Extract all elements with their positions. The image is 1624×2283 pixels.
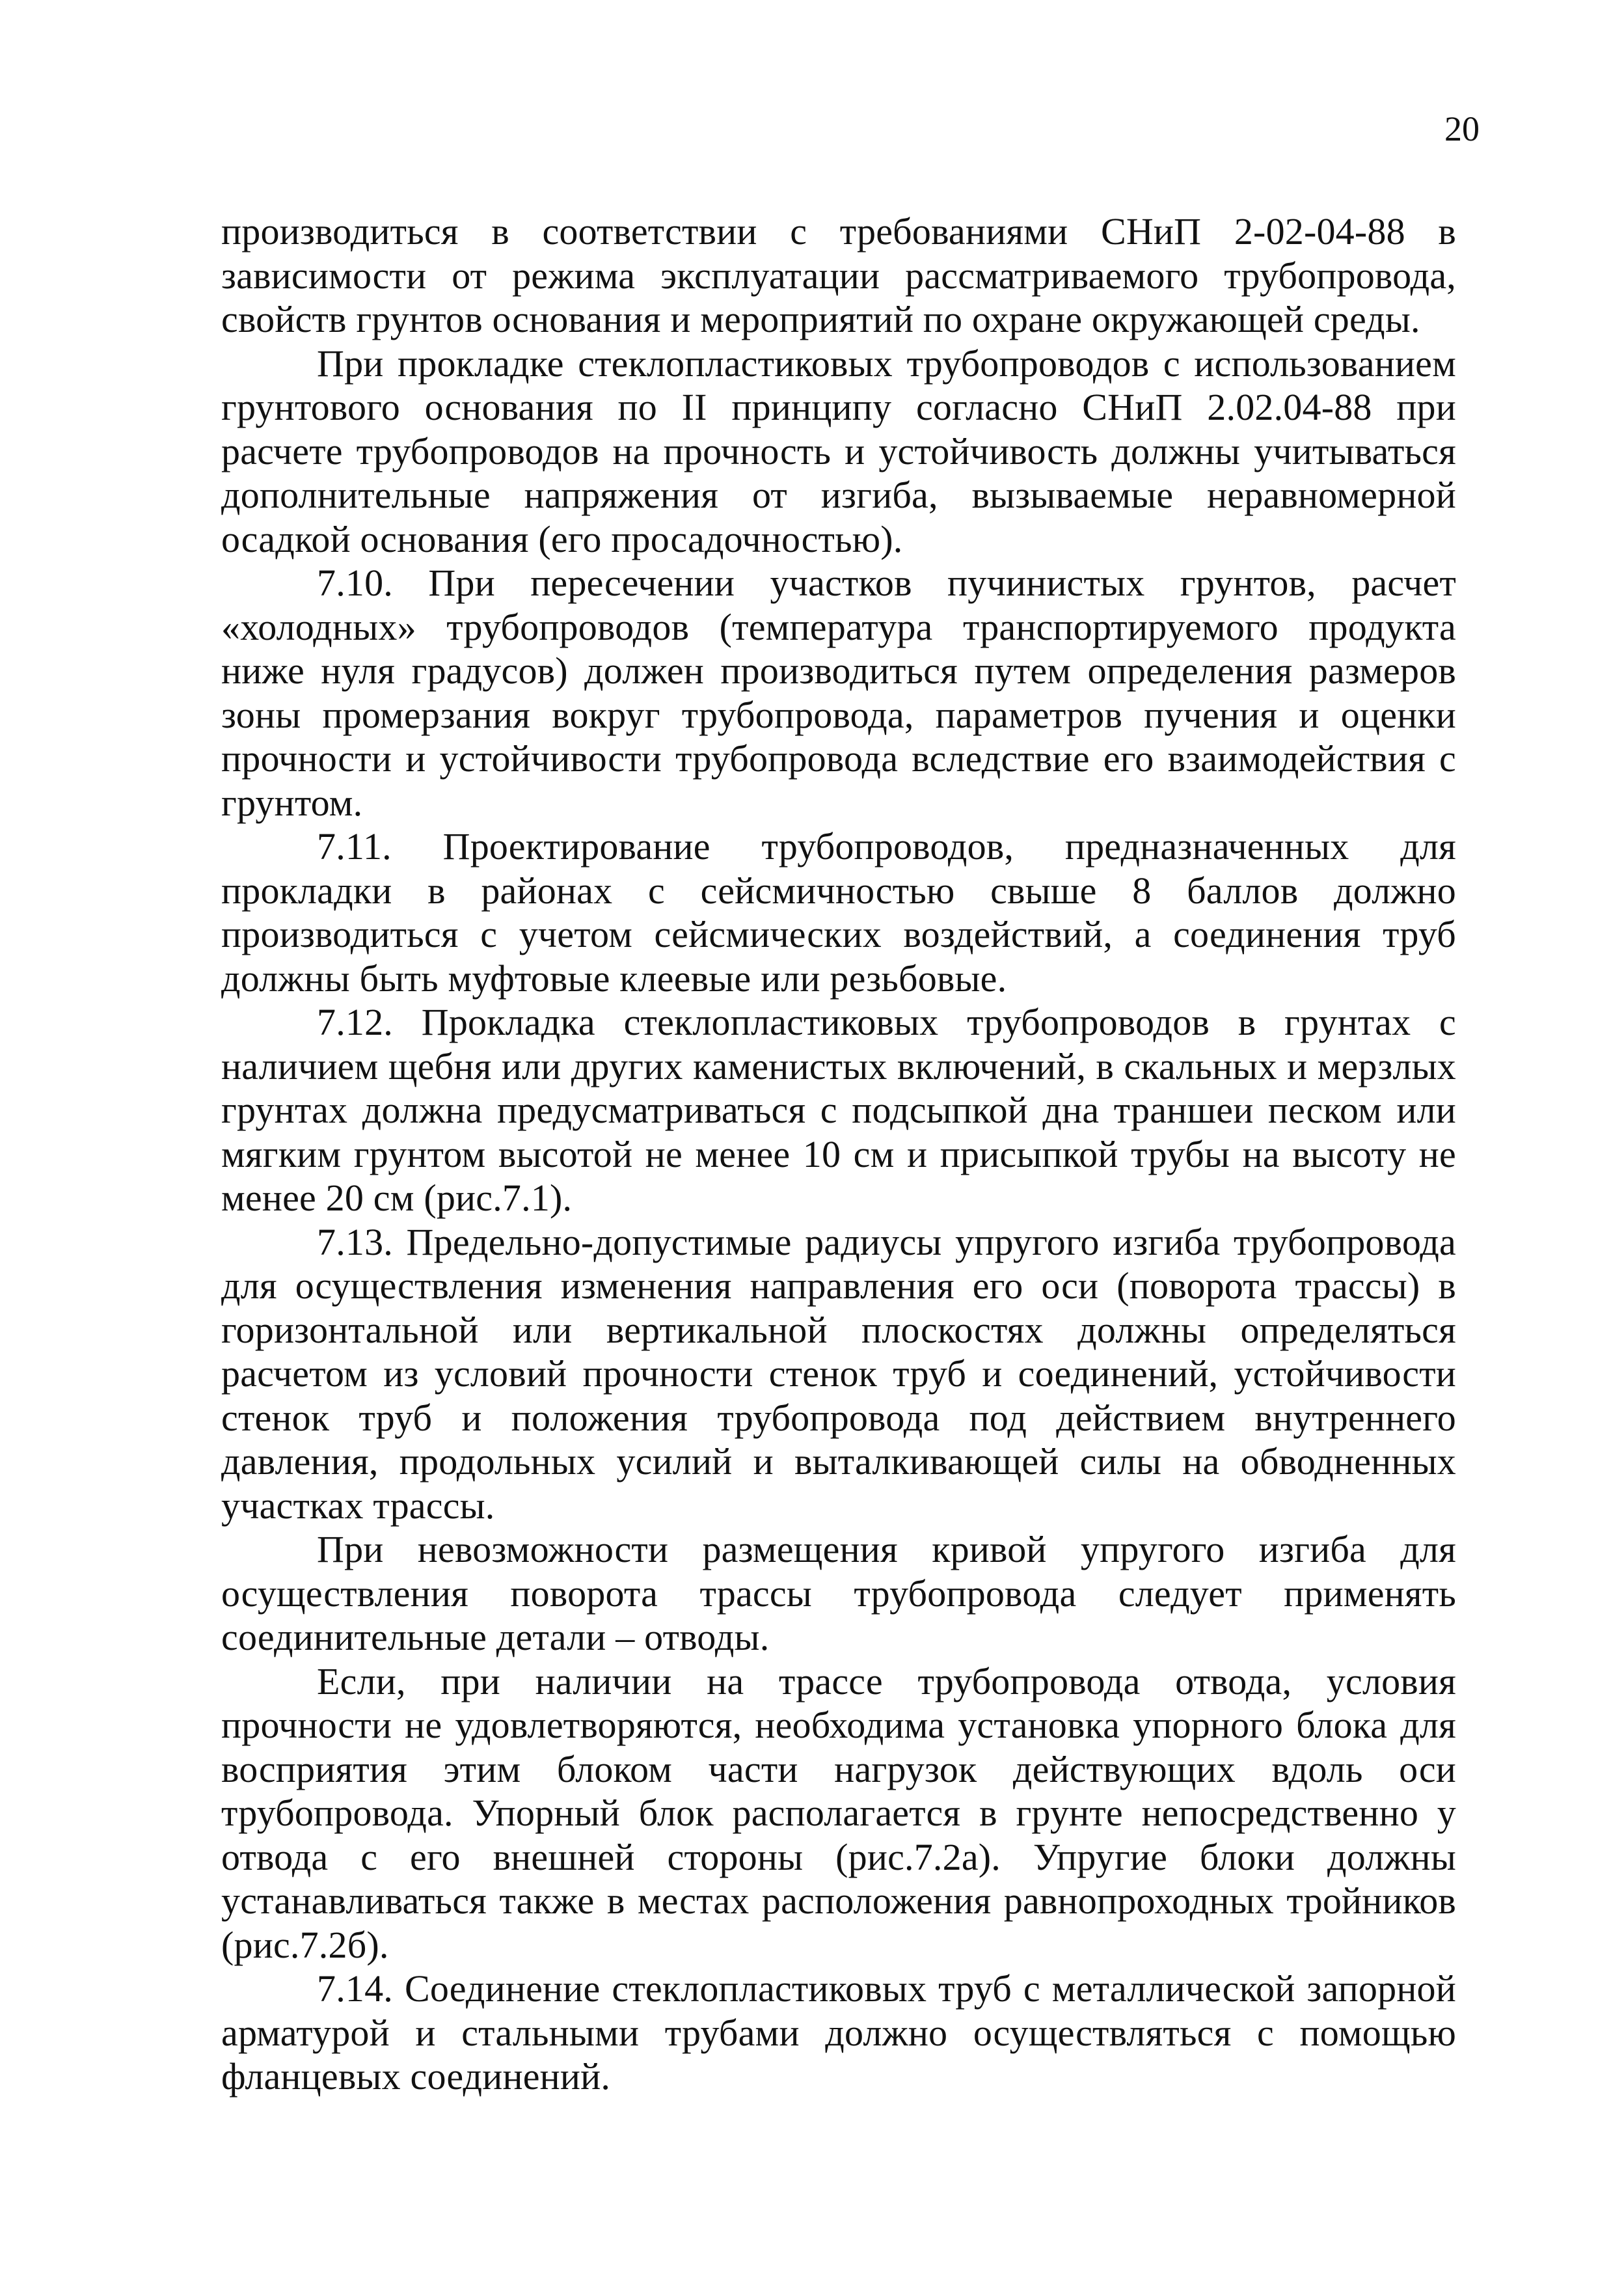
paragraph-7-13: 7.13. Предельно-допустимые радиусы упругого изгиба трубопровода для осуществления изменения направления его оси (поворота трассы) в горизонтальной или вертикальной плоскостях должны определяться расчетом из условий прочности стенок труб и соединений, устойчивости стенок труб и положения трубопровода под действием внутреннего давления, продольных усилий и выталкивающей силы на обводненных участках трассы. — [221, 1220, 1456, 1527]
page-number: 20 — [1444, 109, 1480, 148]
paragraph-continuation: производиться в соответствии с требованиями СНиП 2-02-04-88 в зависимости от режима эксплуатации рассматриваемого трубопровода, свойств грунтов основания и мероприятий по охране окружающей среды. — [221, 210, 1456, 340]
paragraph-bend-impossible: При невозможности размещения кривой упругого изгиба для осуществления поворота трассы трубопровода следует применять соединительные детали – отводы. — [221, 1528, 1456, 1658]
paragraph-7-10: 7.10. При пересечении участков пучинистых грунтов, расчет «холодных» трубопроводов (температура транспортируемого продукта ниже нуля градусов) должен производиться путем определения размеров зоны промерзания вокруг трубопровода, параметров пучения и оценки прочности и устойчивости трубопровода вследствие его взаимодействия с грунтом. — [221, 562, 1456, 824]
paragraph-7-12: 7.12. Прокладка стеклопластиковых трубопроводов в грунтах с наличием щебня или других каменистых включений, в скальных и мерзлых грунтах должна предусматриваться с подсыпкой дна траншеи песком или мягким грунтом высотой не менее 10 см и присыпкой трубы на высоту не менее 20 см (рис.7.1). — [221, 1001, 1456, 1219]
paragraph-7-11: 7.11. Проектирование трубопроводов, предназначенных для прокладки в районах с сейсмичностью свыше 8 баллов должно производиться с учетом сейсмических воздействий, а соединения труб должны быть муфтовые клеевые или резьбовые. — [221, 825, 1456, 1000]
paragraph-ii-principle: При прокладке стеклопластиковых трубопроводов с использованием грунтового основания по II принципу согласно СНиП 2.02.04-88 при расчете трубопроводов на прочность и устойчивость должны учитываться дополнительные напряжения от изгиба, вызываемые неравномерной осадкой основания (его просадочностью). — [221, 342, 1456, 560]
body-text — [221, 210, 1456, 2099]
paragraph-7-14: 7.14. Соединение стеклопластиковых труб с металлической запорной арматурой и стальными трубами должно осуществляться с помощью фланцевых соединений. — [221, 1967, 1456, 2098]
paragraph-thrust-block: Если, при наличии на трассе трубопровода отвода, условия прочности не удовлетворяются, необходима установка упорного блока для восприятия этим блоком части нагрузок действующих вдоль оси трубопровода. Упорный блок располагается в грунте непосредственно у отвода с его внешней стороны (рис.7.2а). Упругие блоки должны устанавливаться также в местах расположения равнопроходных тройников (рис.7.2б). — [221, 1660, 1456, 1966]
